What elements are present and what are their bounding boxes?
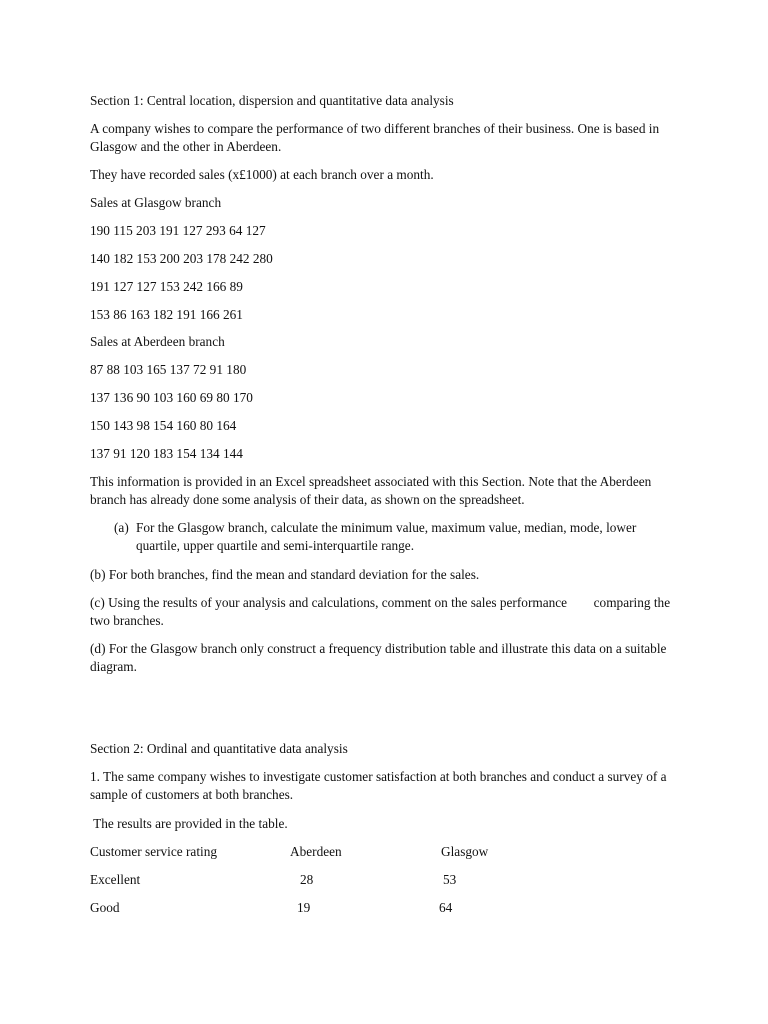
section2-heading: Section 2: Ordinal and quantitative data analysis bbox=[90, 741, 348, 756]
rating-label: Excellent bbox=[90, 872, 141, 887]
header-rating: Customer service rating bbox=[90, 844, 218, 859]
aberdeen-value: 19 bbox=[297, 900, 311, 915]
aberdeen-heading: Sales at Aberdeen branch bbox=[90, 334, 225, 349]
glasgow-row-3: 191 127 127 153 242 166 89 bbox=[90, 279, 243, 294]
glasgow-value: 53 bbox=[443, 872, 457, 887]
section2-intro: 1. The same company wishes to investigate customer satisfaction at both branches and conduct a survey of a sample of customers at both branches. bbox=[90, 769, 667, 802]
section1-heading: Section 1: Central location, dispersion and quantitative data analysis bbox=[90, 93, 454, 108]
header-glasgow: Glasgow bbox=[441, 844, 489, 859]
table-row bbox=[90, 871, 690, 889]
header-aberdeen: Aberdeen bbox=[290, 844, 342, 859]
glasgow-row-2: 140 182 153 200 203 178 242 280 bbox=[90, 251, 273, 266]
aberdeen-row-4: 137 91 120 183 154 134 144 bbox=[90, 446, 243, 461]
question-a-text: For the Glasgow branch, calculate the minimum value, maximum value, median, mode, lower quartile, upper quartile and semi-interquartile range. bbox=[136, 520, 637, 553]
glasgow-row-4: 153 86 163 182 191 166 261 bbox=[90, 307, 243, 322]
glasgow-value: 64 bbox=[439, 900, 453, 915]
question-c: (c) Using the results of your analysis and calculations, comment on the sales performance comparing the two branches. bbox=[90, 595, 674, 628]
glasgow-heading: Sales at Glasgow branch bbox=[90, 195, 222, 210]
section1-info: This information is provided in an Excel spreadsheet associated with this Section. Note that the Aberdeen branch has already done some analysis of their data, as shown on the spreadsheet. bbox=[90, 474, 652, 507]
question-a bbox=[114, 519, 654, 555]
question-d: (d) For the Glasgow branch only construct a frequency distribution table and illustrate this data on a suitable diagram. bbox=[90, 641, 667, 674]
aberdeen-row-1: 87 88 103 165 137 72 91 180 bbox=[90, 362, 247, 377]
table-header-row bbox=[90, 843, 690, 861]
section1-recorded: They have recorded sales (x£1000) at each branch over a month. bbox=[90, 167, 434, 182]
aberdeen-value: 28 bbox=[300, 872, 314, 887]
question-b: (b) For both branches, find the mean and standard deviation for the sales. bbox=[90, 567, 480, 582]
section2-results: The results are provided in the table. bbox=[90, 816, 288, 831]
aberdeen-row-2: 137 136 90 103 160 69 80 170 bbox=[90, 390, 253, 405]
aberdeen-row-3: 150 143 98 154 160 80 164 bbox=[90, 418, 237, 433]
section1-intro: A company wishes to compare the performance of two different branches of their business. One is based in Glasgow and the other in Aberdeen. bbox=[90, 121, 660, 154]
question-a-label: (a) bbox=[114, 520, 129, 535]
glasgow-row-1: 190 115 203 191 127 293 64 127 bbox=[90, 223, 266, 238]
table-row bbox=[90, 899, 690, 917]
rating-label: Good bbox=[90, 900, 120, 915]
